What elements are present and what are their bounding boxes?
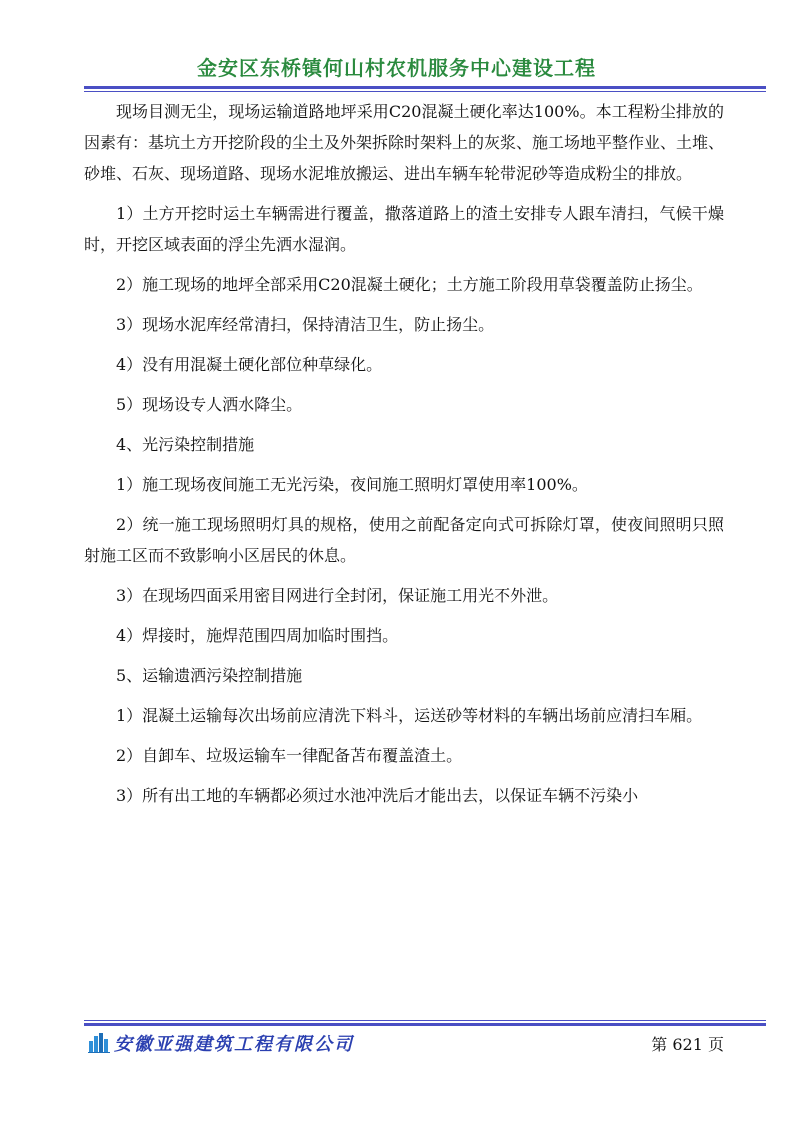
paragraph: 1）土方开挖时运土车辆需进行覆盖，撒落道路上的渣土安排专人跟车清扫，气候干燥时，开挖区域表面的浮尘先洒水湿润。 xyxy=(84,204,724,254)
page-footer xyxy=(84,1030,724,1058)
paragraph: 2）自卸车、垃圾运输车一律配备苫布覆盖渣土。 xyxy=(116,746,463,765)
paragraph: 2）施工现场的地坪全部采用C20混凝土硬化；土方施工阶段用草袋覆盖防止扬尘。 xyxy=(116,275,703,294)
paragraph: 5）现场设专人洒水降尘。 xyxy=(116,395,303,414)
paragraph: 1）混凝土运输每次出场前应清洗下料斗，运送砂等材料的车辆出场前应清扫车厢。 xyxy=(116,706,703,725)
paragraph: 2）统一施工现场照明灯具的规格，使用之前配备定向式可拆除灯罩，使夜间照明只照射施工区而不致影响小区居民的休息。 xyxy=(84,515,724,565)
document-body xyxy=(84,96,724,820)
paragraph: 3）所有出工地的车辆都必须过水池冲洗后才能出去，以保证车辆不污染小 xyxy=(116,786,639,805)
paragraph: 3）现场水泥库经常清扫，保持清洁卫生，防止扬尘。 xyxy=(116,315,495,334)
building-logo-icon xyxy=(88,1033,110,1053)
page-number: 第 621 页 xyxy=(651,1035,724,1054)
footer-rule xyxy=(84,1020,766,1026)
paragraph: 3）在现场四面采用密目网进行全封闭，保证施工用光不外泄。 xyxy=(116,586,559,605)
section-heading: 4、光污染控制措施 xyxy=(116,435,255,454)
section-heading: 5、运输遗洒污染控制措施 xyxy=(116,666,303,685)
paragraph: 4）焊接时，施焊范围四周加临时围挡。 xyxy=(116,626,399,645)
paragraph: 现场目测无尘，现场运输道路地坪采用C20混凝土硬化率达100%。本工程粉尘排放的因素有：基坑土方开挖阶段的尘土及外架拆除时架料上的灰浆、施工场地平整作业、土堆、砂堆、石灰、现场道路、现场水泥堆放搬运、进出车辆车轮带泥砂等造成粉尘的排放。 xyxy=(84,102,725,183)
company-name: 安徽亚强建筑工程有限公司 xyxy=(114,1034,354,1055)
paragraph: 4）没有用混凝土硬化部位种草绿化。 xyxy=(116,355,383,374)
paragraph: 1）施工现场夜间施工无光污染，夜间施工照明灯罩使用率100%。 xyxy=(116,475,588,494)
header-title: 金安区东桥镇何山村农机服务中心建设工程 xyxy=(197,56,596,80)
header-rule xyxy=(84,86,766,92)
